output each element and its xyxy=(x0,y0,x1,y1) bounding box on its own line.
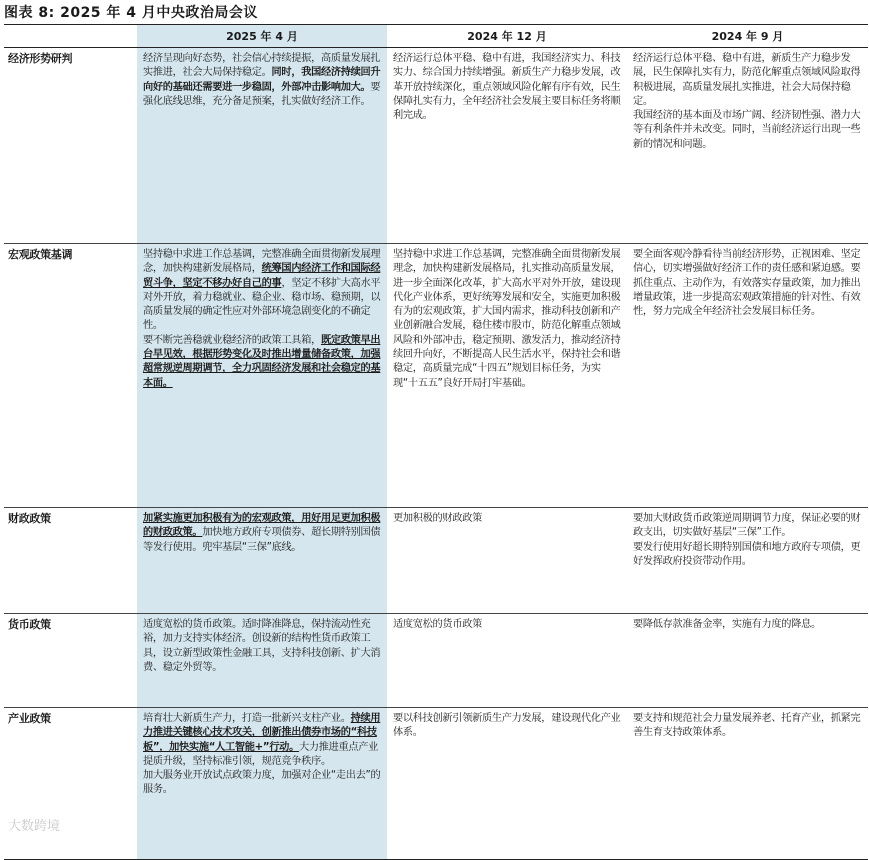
emphasized-text: 既定政策早出台早见效，根据形势变化及时推出增量储备政策，加强超常规逆周期调节，全力巩固经济发展和社会稳定的基本面。 xyxy=(143,334,381,389)
table-row xyxy=(4,244,868,508)
cell-dec-2024: 坚持稳中求进工作总基调，完整准确全面贯彻新发展理念，加快构建新发展格局，扎实推动高质量发展，进一步全面深化改革，扩大高水平对外开放，建设现代化产业体系，更好统筹发展和安全，实施更加积极有为的宏观政策，扩大国内需求，推动科技创新和产业创新融合发展，稳住楼市股市，防范化解重点领域风险和外部冲击，稳定预期、激发活力，推动经济持续回升向好，不断提高人民生活水平，保持社会和谐稳定，高质量完成“十四五”规划目标任务，为实现“十五五”良好开局打牢基础。 xyxy=(387,244,627,508)
cell-text: 要强化底线思维，充分备足预案，扎实做好经济工作。 xyxy=(143,81,381,107)
cell-paragraph: 我国经济的基本面及市场广阔、经济韧性强、潜力大等有利条件并未改变。同时，当前经济运行出现一些新的情况和问题。 xyxy=(633,110,861,150)
header-apr-2025: 2025 年 4 月 xyxy=(137,25,387,48)
cell-dec-2024: 更加积极的财政政策 xyxy=(387,508,627,614)
header-row xyxy=(4,25,868,48)
cell-apr-2025 xyxy=(137,244,387,508)
cell-paragraph: 要支持和规范社会力量发展养老、托育产业，抓紧完善生育支持政策体系。 xyxy=(633,713,861,739)
table-row xyxy=(4,48,868,244)
cell-sep-2024 xyxy=(627,708,868,860)
cell-text: ，坚定不移扩大高水平对外开放，着力稳就业、稳企业、稳市场、稳预期，以高质量发展的确定性应对外部环境急剧变化的不确定性。 xyxy=(143,277,381,332)
cell-apr-2025 xyxy=(137,614,387,708)
cell-sep-2024 xyxy=(627,244,868,508)
header-dec-2024: 2024 年 12 月 xyxy=(387,25,627,48)
cell-sep-2024 xyxy=(627,614,868,708)
cell-sep-2024 xyxy=(627,48,868,244)
cell-text: 要不断完善稳就业稳经济的政策工具箱， xyxy=(143,334,321,346)
figure-title: 图表 8: 2025 年 4 月中央政治局会议 xyxy=(4,5,258,21)
emphasized-text: 统筹国内经济工作和国际经贸斗争，坚定不移办好自己的事 xyxy=(143,263,381,289)
cell-paragraph: 要全面客观冷静看待当前经济形势，正视困难、坚定信心，切实增强做好经济工作的责任感和紧迫感。要抓住重点、主动作为，有效落实存量政策，加力推出增量政策，进一步提高宏观政策措施的针对性、有效性，努力完成全年经济社会发展目标任务。 xyxy=(633,249,861,318)
emphasized-text: 加紧实施更加积极有为的宏观政策，用好用足更加积极的财政政策。 xyxy=(143,513,381,539)
row-category: 宏观政策基调 xyxy=(4,244,137,508)
emphasized-text: 持续用力推进关键核心技术攻关，创新推出债券市场的“科技板”，加快实施“人工智能+”行动。 xyxy=(143,713,381,753)
row-category: 产业政策 xyxy=(4,708,137,860)
cell-text: 加大服务业开放试点政策力度，加强对企业“走出去”的服务。 xyxy=(143,770,381,796)
table-row xyxy=(4,708,868,860)
cell-paragraph: 要加大财政货币政策逆周期调节力度，保证必要的财政支出，切实做好基层“三保”工作。 xyxy=(633,513,861,539)
row-category: 经济形势研判 xyxy=(4,48,137,244)
policy-comparison-table xyxy=(4,24,868,860)
cell-paragraph: 要降低存款准备金率，实施有力度的降息。 xyxy=(633,619,821,630)
cell-apr-2025 xyxy=(137,48,387,244)
cell-text: 培育壮大新质生产力，打造一批新兴支柱产业。 xyxy=(143,713,351,724)
cell-text: 坚持稳中求进工作总基调，完整准确全面贯彻新发展理念，加快构建新发展格局， xyxy=(143,249,381,275)
cell-dec-2024: 适度宽松的货币政策 xyxy=(387,614,627,708)
cell-paragraph: 经济运行总体平稳、稳中有进，新质生产力稳步发展，民生保障扎实有力，防范化解重点领域风险取得积极进展，高质量发展扎实推进，社会大局保持稳定。 xyxy=(633,53,861,107)
cell-text: 经济呈现向好态势，社会信心持续提振，高质量发展扎实推进，社会大局保持稳定。 xyxy=(143,53,381,79)
table-row xyxy=(4,508,868,614)
cell-dec-2024: 要以科技创新引领新质生产力发展，建设现代化产业体系。 xyxy=(387,708,627,860)
table-row xyxy=(4,614,868,708)
watermark-logo: 大数跨境 xyxy=(8,819,61,834)
row-category: 财政政策 xyxy=(4,508,137,614)
cell-sep-2024 xyxy=(627,508,868,614)
emphasized-text: 同时，我国经济持续回升向好的基础还需要进一步稳固，外部冲击影响加大。 xyxy=(143,67,381,93)
cell-text: 加快地方政府专项债券、超长期特别国债等发行使用。兜牢基层“三保”底线。 xyxy=(143,527,381,553)
header-sep-2024: 2024 年 9 月 xyxy=(627,25,868,48)
cell-paragraph: 要发行使用好超长期特别国债和地方政府专项债，更好发挥政府投资带动作用。 xyxy=(633,541,861,567)
cell-dec-2024: 经济运行总体平稳、稳中有进，我国经济实力、科技实力、综合国力持续增强。新质生产力稳步发展，改革开放持续深化，重点领域风险化解有序有效，民生保障扎实有力，全年经济社会发展主要目标任务将顺利完成。 xyxy=(387,48,627,244)
cell-text: 适度宽松的货币政策。适时降准降息，保持流动性充裕，加力支持实体经济。创设新的结构性货币政策工具，设立新型政策性金融工具，支持科技创新、扩大消费、稳定外贸等。 xyxy=(143,619,381,673)
cell-text: 大力推进重点产业提质升级，坚持标准引领，规范竞争秩序。 xyxy=(143,741,379,767)
cell-apr-2025 xyxy=(137,708,387,860)
row-category: 货币政策 xyxy=(4,614,137,708)
header-category xyxy=(4,25,137,48)
cell-apr-2025 xyxy=(137,508,387,614)
